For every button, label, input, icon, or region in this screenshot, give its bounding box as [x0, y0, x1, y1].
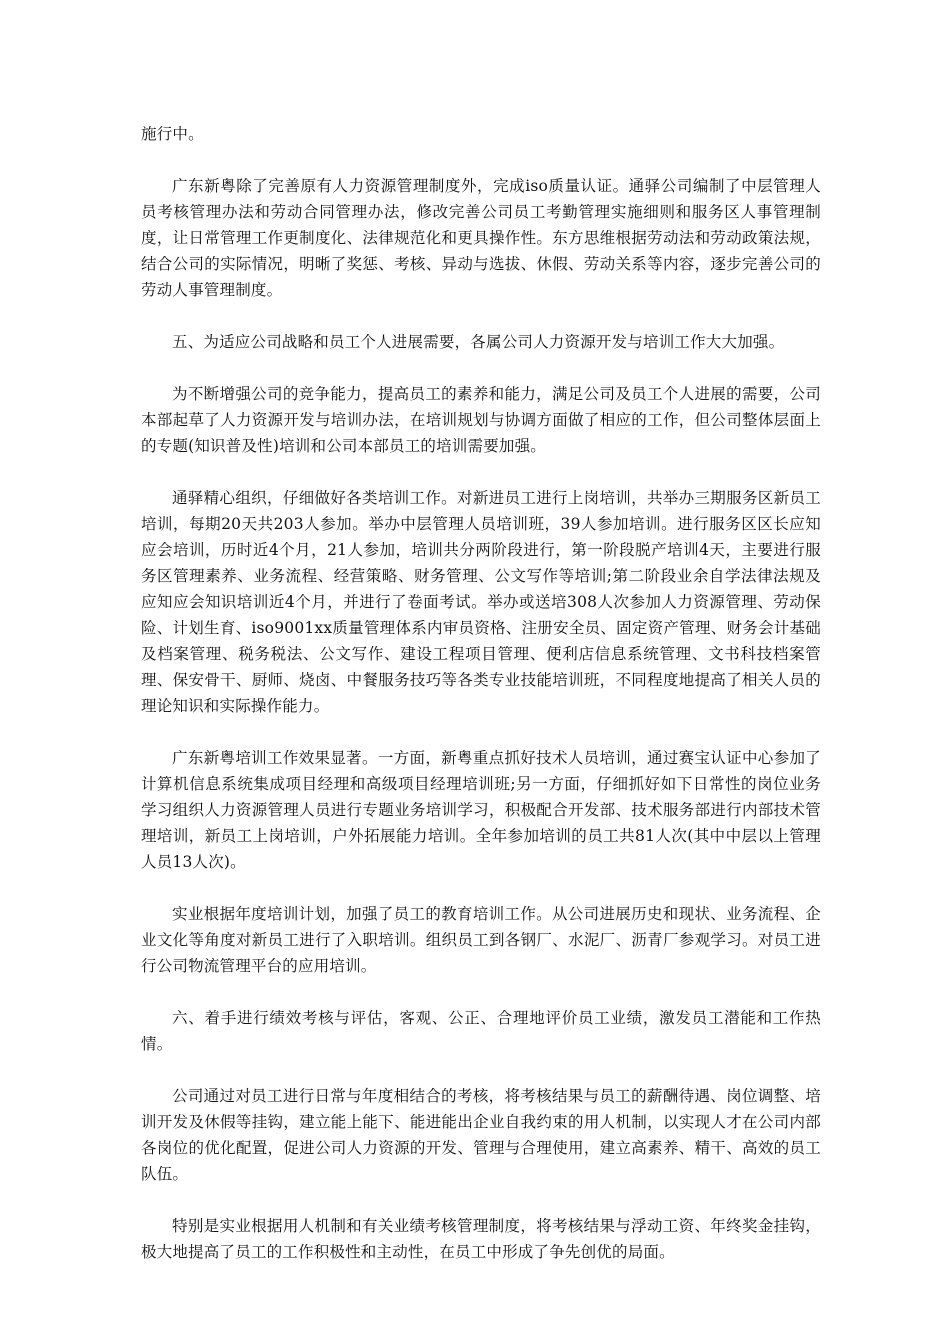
- paragraph-continuation: 施行中。: [141, 125, 204, 143]
- section-heading-five: 五、为适应公司战略和员工个人进展需要，各属公司人力资源开发与培训工作大大加强。: [172, 333, 785, 351]
- section-heading-six: 六、着手进行绩效考核与评估，客观、公正、合理地评价员工业绩，激发员工潜能和工作热情。: [141, 1009, 821, 1053]
- document-page: [141, 121, 821, 1291]
- paragraph-performance-review: 公司通过对员工进行日常与年度相结合的考核，将考核结果与员工的薪酬待遇、岗位调整、培训开发及休假等挂钩，建立能上能下、能进能出企业自我约束的用人机制，以实现人才在公司内部各岗位的优化配置，促进公司人力资源的开发、管理与合理使用，建立高素养、精干、高效的员工队伍。: [141, 1087, 821, 1183]
- paragraph-xinyue-training: 广东新粤培训工作效果显著。一方面，新粤重点抓好技术人员培训，通过赛宝认证中心参加了计算机信息系统集成项目经理和高级项目经理培训班;另一方面，仔细抓好如下日常性的岗位业务学习组织人力资源管理人员进行专题业务培训学习，积极配合开发部、技术服务部进行内部技术管理培训，新员工上岗培训，户外拓展能力培训。全年参加培训的员工共81人次(其中中层以上管理人员13人次)。: [141, 749, 821, 871]
- paragraph-tongyi-training: 通驿精心组织，仔细做好各类培训工作。对新进员工进行上岗培训，共举办三期服务区新员工培训，每期20天共203人参加。举办中层管理人员培训班，39人参加培训。进行服务区区长应知应会培训，历时近4个月，21人参加，培训共分两阶段进行，第一阶段脱产培训4天，主要进行服务区管理素养、业务流程、经营策略、财务管理、公文写作等培训;第二阶段业余自学法律法规及应知应会知识培训近4个月，并进行了卷面考试。举办或送培308人次参加人力资源管理、劳动保险、计划生育、iso9001xx质量管理体系内审员资格、注册安全员、固定资产管理、财务会计基础及档案管理、税务税法、公文写作、建设工程项目管理、便利店信息系统管理、文书科技档案管理、保安骨干、厨师、烧卤、中餐服务技巧等各类专业技能培训班，不同程度地提高了相关人员的理论知识和实际操作能力。: [141, 489, 821, 715]
- paragraph-xinyue-hr-system: 广东新粤除了完善原有人力资源管理制度外，完成iso质量认证。通驿公司编制了中层管理人员考核管理办法和劳动合同管理办法，修改完善公司员工考勤管理实施细则和服务区人事管理制度，让日常管理工作更制度化、法律规范化和更具操作性。东方思维根据劳动法和劳动政策法规，结合公司的实际情况，明晰了奖惩、考核、异动与选拔、休假、劳动关系等内容，逐步完善公司的劳动人事管理制度。: [141, 177, 821, 299]
- paragraph-training-overview: 为不断增强公司的竞争能力，提高员工的素养和能力，满足公司及员工个人进展的需要，公司本部起草了人力资源开发与培训办法，在培训规划与协调方面做了相应的工作，但公司整体层面上的专题(知识普及性)培训和公司本部员工的培训需要加强。: [141, 385, 821, 455]
- paragraph-shiye-incentives: 特别是实业根据用人机制和有关业绩考核管理制度，将考核结果与浮动工资、年终奖金挂钩，极大地提高了员工的工作积极性和主动性，在员工中形成了争先创优的局面。: [141, 1217, 821, 1261]
- paragraph-shiye-training: 实业根据年度培训计划，加强了员工的教育培训工作。从公司进展历史和现状、业务流程、企业文化等角度对新员工进行了入职培训。组织员工到各钢厂、水泥厂、沥青厂参观学习。对员工进行公司物流管理平台的应用培训。: [141, 905, 821, 975]
